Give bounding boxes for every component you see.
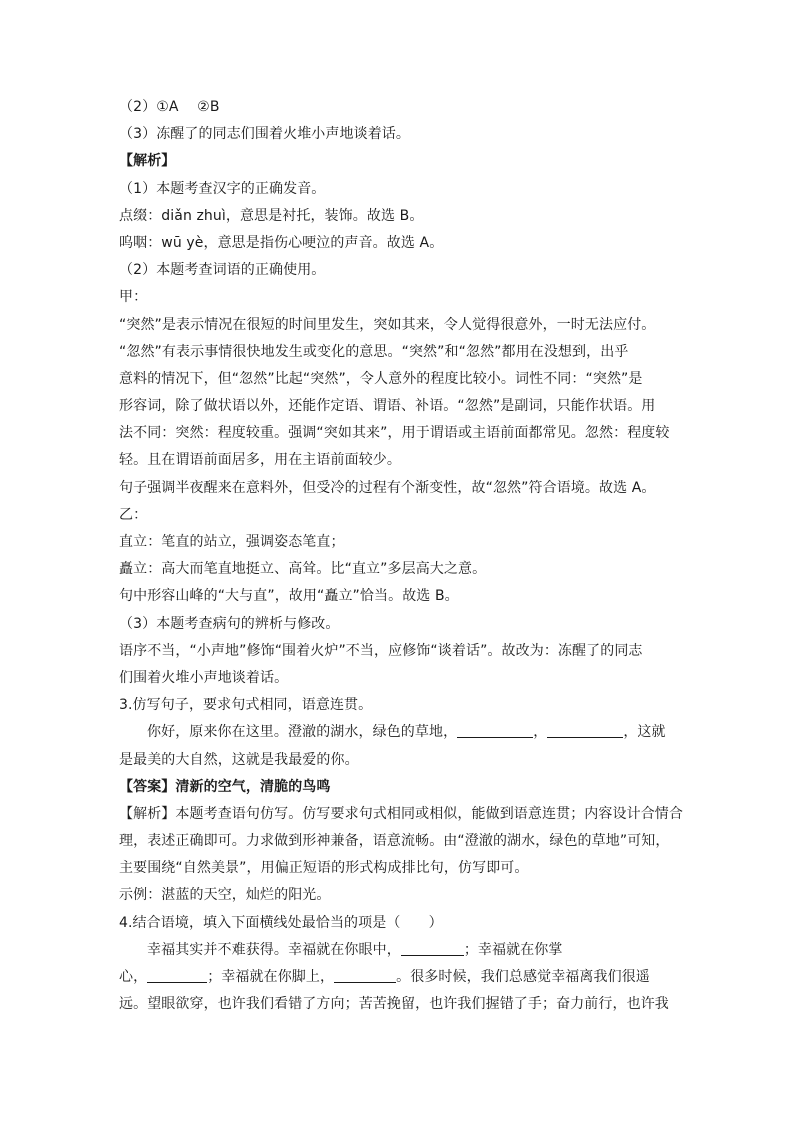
fill-blank[interactable] [547, 723, 623, 738]
paragraph-line: 矗立：高大而笔直地挺立、高耸。比“直立”多层高大之意。 [119, 561, 487, 578]
question-3-title: 3.仿写句子，要求句式相同，语意连贯。 [119, 697, 373, 714]
answer-3-line: 【答案】清新的空气，清脆的鸟鸣 [119, 778, 331, 795]
fill-blank[interactable] [334, 968, 396, 983]
answer-3: （3）冻醒了的同志们围着火堆小声地谈着话。 [119, 126, 411, 143]
analysis-2-title: （2）本题考查词语的正确使用。 [119, 262, 326, 279]
paragraph-line: “突然”是表示情况在很短的时间里发生，突如其来，令人觉得很意外，一时无法应付。 [119, 316, 656, 333]
paragraph-line: 轻。且在谓语前面居多，用在主语前面较少。 [119, 452, 401, 469]
question-4-text: 幸福其实并不难获得。幸福就在你眼中， [147, 941, 401, 958]
paragraph-line: 直立：笔直的站立，强调姿态笔直； [119, 534, 345, 550]
paragraph-line: 法不同：突然：程度较重。强调“突如其来”，用于谓语或主语前面都常见。忽然：程度较 [119, 425, 670, 442]
analysis-3-title: （3）本题考查病句的辨析与修改。 [119, 615, 340, 632]
part-yi-label: 乙： [119, 506, 148, 523]
question-4-text: 。很多时候，我们总感觉幸福离我们很遥 [396, 969, 650, 985]
analysis-q3-line: 【解析】本题考查语句仿写。仿写要求句式相同或相似，能做到语意连贯；内容设计合情合 [119, 805, 683, 822]
document-page [119, 94, 683, 1018]
fill-blank[interactable] [401, 941, 464, 956]
paragraph-line: 句中形容山峰的“大与直”，故用“矗立”恰当。故选 B。 [119, 588, 459, 605]
example-line: 示例：湛蓝的天空，灿烂的阳光。 [119, 887, 331, 904]
question-3-text: 你好，原来你在这里。澄澈的湖水，绿色的草地， [147, 724, 458, 741]
question-4-prompt-last: 远。望眼欲穿，也许我们看错了方向；苦苦挽留，也许我们握错了手；奋力前行，也许我 [119, 996, 669, 1013]
question-4-title: 4.结合语境，填入下面横线处最恰当的项是（ ） [119, 914, 443, 931]
paragraph-line: 理，表述正确即可。力求做到形神兼备，语意流畅。由“澄澈的湖水，绿色的草地”可知， [119, 833, 670, 850]
question-4-prompt [119, 937, 679, 964]
paragraph-line: 意料的情况下，但“忽然”比起“突然”，令人意外的程度比较小。词性不同：“突然”是 [119, 370, 643, 387]
paragraph-line: 语序不当，“小声地”修饰“围着火炉”不当，应修饰“谈着话”。故改为：冻醒了的同志 [119, 642, 643, 659]
question-4-text: ；幸福就在你掌 [463, 941, 563, 958]
analysis-heading: 【解析】 [119, 153, 176, 170]
question-3-text-end: ，这就 [623, 724, 666, 741]
question-3-prompt [119, 719, 679, 746]
question-3-sep: ， [533, 724, 548, 741]
analysis-1-item-b: 呜咽：wū yè，意思是指伤心哽泣的声音。故选 A。 [119, 234, 444, 251]
paragraph-line: 形容词，除了做状语以外，还能作定语、谓语、补语。“忽然”是副词，只能作状语。用 [119, 398, 656, 415]
question-4-text: 心， [119, 969, 148, 985]
answer-2: （2）①A ②B [119, 99, 220, 115]
question-4-text: ；幸福就在你脚上， [207, 969, 335, 985]
fill-blank[interactable] [457, 723, 533, 738]
analysis-1-item-a: 点缀：diǎn zhuì，意思是衬托，装饰。故选 B。 [119, 207, 424, 224]
part-jia-label: 甲： [119, 289, 148, 306]
fill-blank[interactable] [147, 968, 207, 983]
question-4-prompt-cont [119, 964, 679, 991]
analysis-1-title: （1）本题考查汉字的正确发音。 [119, 180, 326, 197]
paragraph-line: “忽然”有表示事情很快地发生或变化的意思。“突然”和“忽然”都用在没想到，出乎 [119, 343, 629, 360]
question-3-prompt-cont: 是最美的大自然，这就是我最爱的你。 [119, 751, 359, 768]
paragraph-line: 主要围绕“自然美景”，用偏正短语的形式构成排比句，仿写即可。 [119, 860, 529, 877]
paragraph-line: 句子强调半夜醒来在意料外，但受冷的过程有个渐变性，故“忽然”符合语境。故选 A。 [119, 479, 656, 496]
paragraph-line: 们围着火堆小声地谈着话。 [119, 669, 289, 686]
